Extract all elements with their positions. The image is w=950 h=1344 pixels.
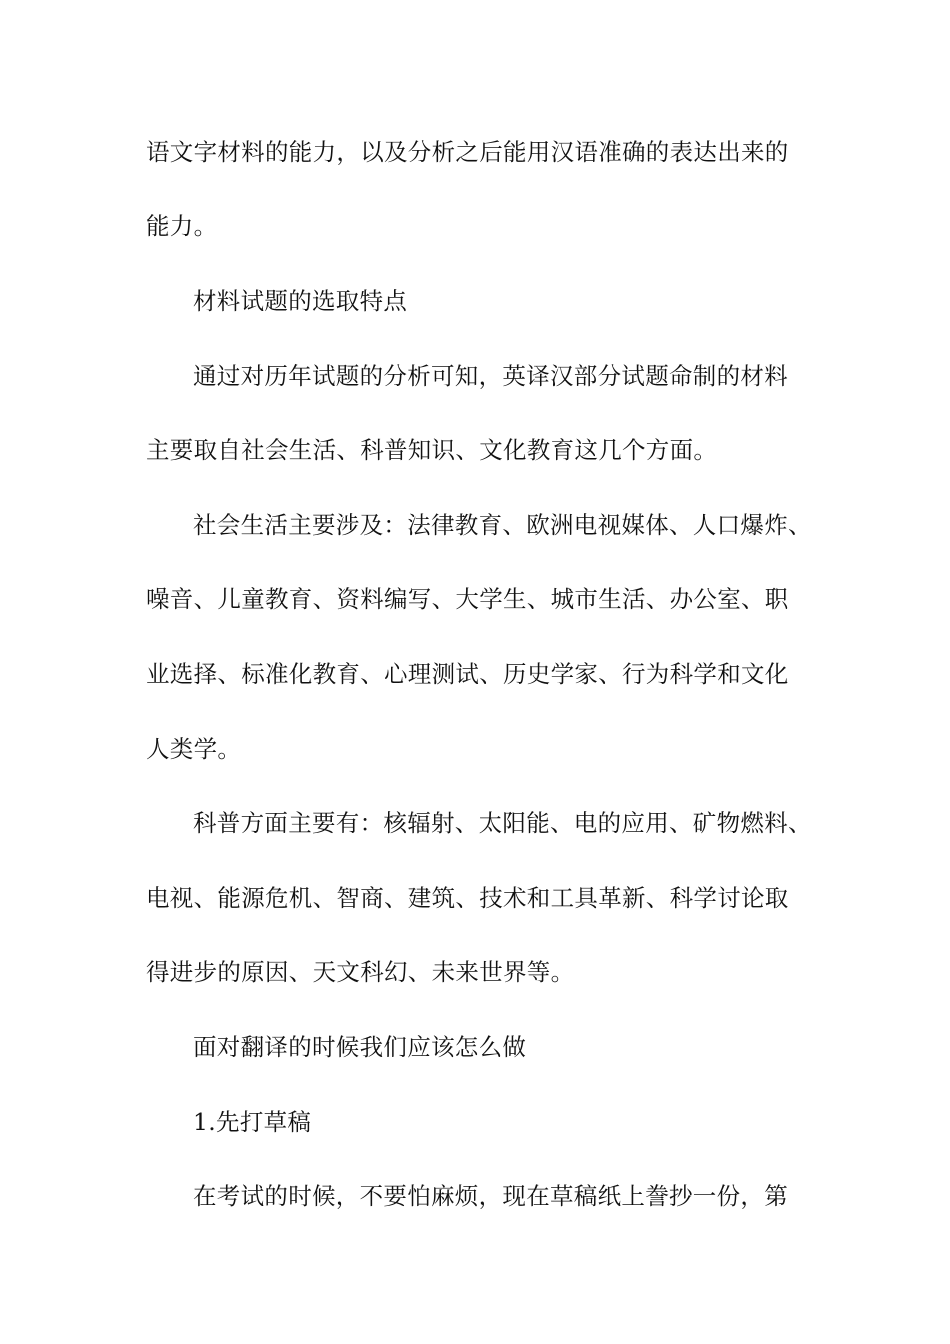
- paragraph-line: 能力。: [146, 212, 218, 240]
- paragraph-line: 科普方面主要有：核辐射、太阳能、电的应用、矿物燃料、: [193, 809, 812, 837]
- paragraph-line: 社会生活主要涉及：法律教育、欧洲电视媒体、人口爆炸、: [193, 511, 812, 539]
- paragraph-line: 噪音、儿童教育、资料编写、大学生、城市生活、办公室、职: [146, 585, 789, 613]
- paragraph-line: 电视、能源危机、智商、建筑、技术和工具革新、科学讨论取: [146, 884, 789, 912]
- paragraph-line: 人类学。: [146, 735, 242, 763]
- paragraph-line: 通过对历年试题的分析可知，英译汉部分试题命制的材料: [193, 362, 788, 390]
- paragraph-line: 业选择、标准化教育、心理测试、历史学家、行为科学和文化: [146, 660, 789, 688]
- paragraph-line: 在考试的时候，不要怕麻烦，现在草稿纸上誊抄一份，第: [193, 1182, 788, 1210]
- paragraph-line: 语文字材料的能力，以及分析之后能用汉语准确的表达出来的: [146, 138, 789, 166]
- section-heading: 面对翻译的时候我们应该怎么做: [193, 1033, 527, 1061]
- paragraph-line: 主要取自社会生活、科普知识、文化教育这几个方面。: [146, 436, 718, 464]
- paragraph-line: 得进步的原因、天文科幻、未来世界等。: [146, 958, 575, 986]
- section-heading: 材料试题的选取特点: [193, 287, 408, 315]
- list-item-heading: 1.先打草稿: [193, 1108, 312, 1136]
